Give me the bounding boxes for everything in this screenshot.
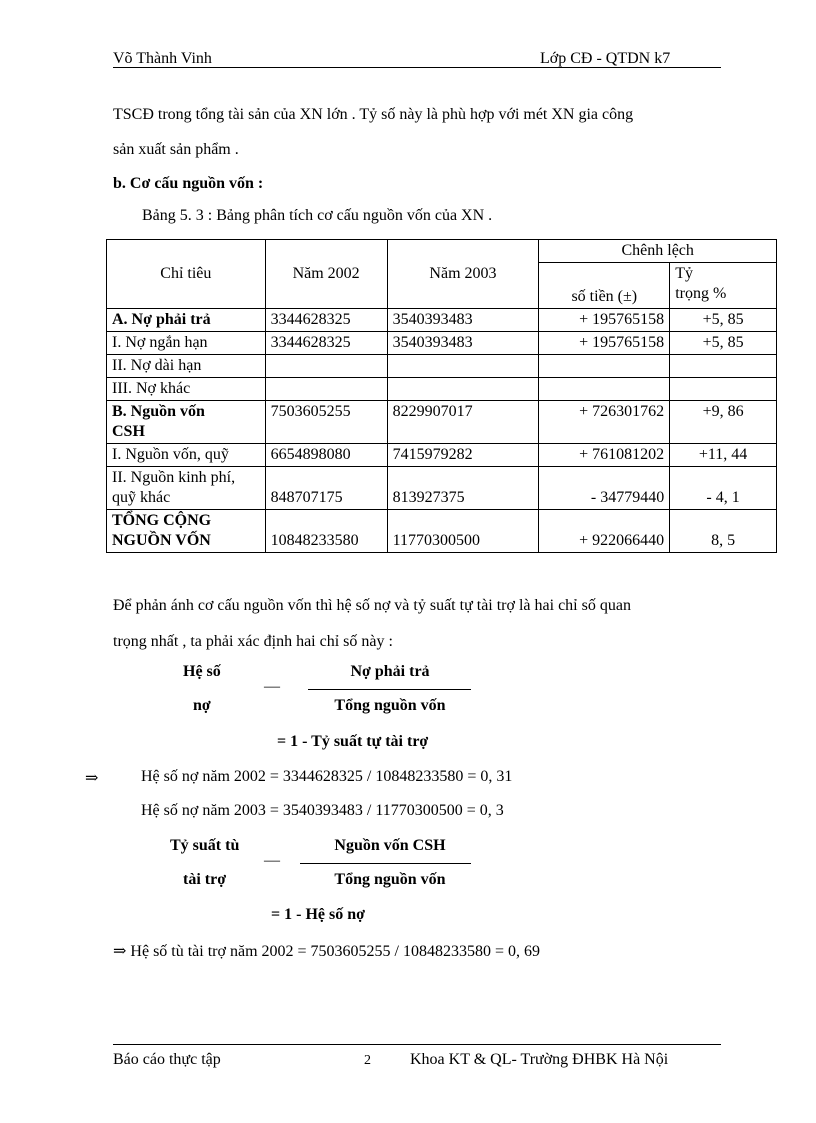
formula2-numerator: Nguồn vốn CSH (334, 837, 446, 854)
cell-2003: 813927375 (387, 467, 539, 510)
table-row (107, 378, 777, 401)
cell-ratio (670, 355, 777, 378)
cell-2003 (387, 355, 539, 378)
header-amount: số tiền (±) (539, 263, 670, 309)
calc1-line-2: Hệ số nợ năm 2003 = 3540393483 / 11770300500 = 0, 3 (141, 802, 504, 819)
header-author: Võ Thành Vinh (113, 50, 212, 67)
header-ratio-line1: Tỷ (675, 265, 693, 282)
row-label-line1: B. Nguồn vốn (112, 403, 205, 420)
header-ratio (670, 263, 777, 309)
calc2-line-1: ⇒ Hệ số tù tài trợ năm 2002 = 7503605255 / 10848233580 = 0, 69 (113, 943, 540, 960)
cell-amount: + 726301762 (539, 401, 670, 444)
implies-arrow: ⇒ (85, 770, 99, 787)
cell-ratio: - 4, 1 (670, 467, 777, 510)
table-row (107, 355, 777, 378)
intro-line-1: TSCĐ trong tổng tài sản của XN lớn . Tỷ số này là phù hợp với mét XN gia công (113, 106, 634, 123)
intro-line-2: sản xuất sản phẩm . (113, 141, 239, 158)
row-label (107, 467, 266, 510)
formula2-lhs-line2: tài trợ (183, 871, 227, 888)
header-class: Lớp CĐ - QTDN k7 (540, 50, 671, 67)
cell-amount: + 922066440 (539, 510, 670, 553)
para2-line-2: trọng nhất , ta phải xác định hai chỉ số này : (113, 633, 393, 650)
formula2-alt: = 1 - Hệ số nợ (271, 906, 365, 923)
cell-2002: 3344628325 (265, 332, 387, 355)
cell-2002 (265, 355, 387, 378)
cell-2002: 3344628325 (265, 309, 387, 332)
cell-2002: 848707175 (265, 467, 387, 510)
page-number: 2 (364, 1053, 371, 1068)
cell-2002: 10848233580 (265, 510, 387, 553)
row-label: A. Nợ phải trả (107, 309, 266, 332)
formula2-fraction-bar (300, 863, 471, 864)
cell-2003: 11770300500 (387, 510, 539, 553)
header-2002: Năm 2002 (265, 240, 387, 309)
cell-amount: + 195765158 (539, 332, 670, 355)
cell-2002: 7503605255 (265, 401, 387, 444)
row-label (107, 401, 266, 444)
row-label (107, 510, 266, 553)
cell-amount: + 195765158 (539, 309, 670, 332)
table-row (107, 444, 777, 467)
cell-ratio: +5, 85 (670, 332, 777, 355)
cell-ratio (670, 378, 777, 401)
cell-ratio: +5, 85 (670, 309, 777, 332)
table-row (107, 510, 777, 553)
table-row (107, 332, 777, 355)
row-label: III. Nợ khác (107, 378, 266, 401)
formula1-numerator: Nợ phải trả (350, 663, 430, 680)
formula2-equals: — (264, 852, 280, 869)
cell-2003: 8229907017 (387, 401, 539, 444)
formula1-fraction-bar (308, 689, 471, 690)
formula1-denominator: Tổng nguồn vốn (334, 697, 446, 714)
row-label: I. Nợ ngắn hạn (107, 332, 266, 355)
row-label-line1: TỔNG CỘNG (112, 512, 212, 529)
para2-line-1: Để phản ánh cơ cấu nguồn vốn thì hệ số nợ và tỷ suất tự tài trợ là hai chỉ số quan (113, 597, 631, 614)
row-label: II. Nợ dài hạn (107, 355, 266, 378)
table-row (107, 467, 777, 510)
cell-2003: 3540393483 (387, 309, 539, 332)
header-2003: Năm 2003 (387, 240, 539, 309)
cell-ratio: +11, 44 (670, 444, 777, 467)
header-divider (113, 67, 721, 68)
row-label-line1: II. Nguồn kinh phí, (112, 469, 236, 486)
table-row (107, 401, 777, 444)
cell-2002: 6654898080 (265, 444, 387, 467)
cell-amount: - 34779440 (539, 467, 670, 510)
header-difference: Chênh lệch (539, 240, 777, 263)
cell-amount: + 761081202 (539, 444, 670, 467)
formula1-lhs-line2: nợ (193, 697, 211, 714)
calc1-line-1: Hệ số nợ năm 2002 = 3344628325 / 10848233580 = 0, 31 (141, 768, 513, 785)
cell-ratio: +9, 86 (670, 401, 777, 444)
row-label-line2: quỹ khác (112, 489, 171, 506)
cell-amount (539, 378, 670, 401)
cell-2003: 3540393483 (387, 332, 539, 355)
row-label: I. Nguồn vốn, quỹ (107, 444, 266, 467)
formula1-equals: — (264, 678, 280, 695)
cell-amount (539, 355, 670, 378)
formula1-alt: = 1 - Tỷ suất tự tài trợ (277, 733, 429, 750)
header-indicator: Chỉ tiêu (107, 240, 266, 309)
table-caption: Bảng 5. 3 : Bảng phân tích cơ cấu nguồn vốn của XN . (142, 207, 493, 224)
cell-ratio: 8, 5 (670, 510, 777, 553)
cell-2002 (265, 378, 387, 401)
formula2-denominator: Tổng nguồn vốn (334, 871, 446, 888)
formula2-lhs-line1: Tỷ suất tù (170, 837, 240, 854)
row-label-line2: NGUỒN VỐN (112, 532, 211, 549)
row-label-line2: CSH (112, 423, 145, 440)
cell-2003: 7415979282 (387, 444, 539, 467)
section-title: b. Cơ cấu nguồn vốn : (113, 175, 264, 192)
table-row (107, 309, 777, 332)
footer-right: Khoa KT & QL- Trường ĐHBK Hà Nội (410, 1051, 669, 1068)
header-ratio-line2: trọng % (675, 285, 727, 302)
formula1-lhs-line1: Hệ số (183, 663, 221, 680)
capital-structure-table (106, 239, 777, 553)
footer-divider (113, 1044, 721, 1045)
footer-left: Báo cáo thực tập (113, 1051, 221, 1068)
cell-2003 (387, 378, 539, 401)
